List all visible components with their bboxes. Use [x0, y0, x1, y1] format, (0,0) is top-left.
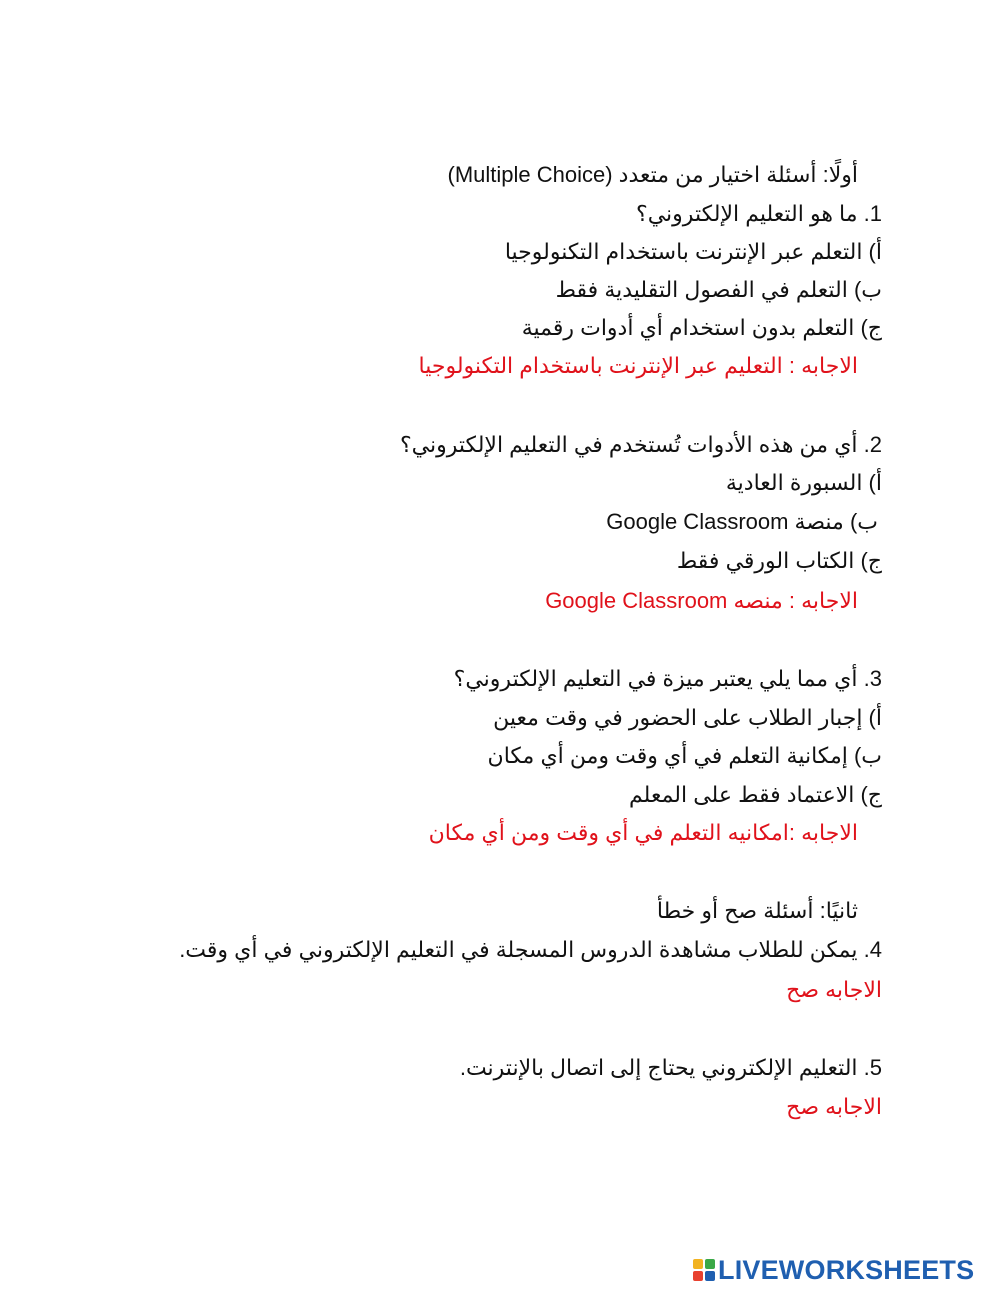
liveworksheets-logo-icon	[693, 1259, 715, 1281]
tf-section-heading: ثانيًا: أسئلة صح أو خطأ	[656, 898, 858, 923]
question-2-option-b: ب) منصة Google Classroom	[606, 509, 878, 534]
question-5-answer: الاجابه صح	[786, 1094, 882, 1119]
mcq-section-heading: أولًا: أسئلة اختيار من متعدد (Multiple Choice)	[447, 162, 858, 187]
question-4-answer: الاجابه صح	[786, 977, 882, 1002]
question-2-answer: الاجابه : منصه Google Classroom	[545, 588, 858, 613]
question-1-answer: الاجابه : التعليم عبر الإنترنت باستخدام التكنولوجيا	[418, 353, 858, 378]
question-1-option-a: أ) التعلم عبر الإنترنت باستخدام التكنولوجيا	[504, 239, 882, 264]
question-3: 3. أي مما يلي يعتبر ميزة في التعليم الإلكتروني؟	[453, 666, 882, 691]
question-1-option-c: ج) التعلم بدون استخدام أي أدوات رقمية	[521, 315, 882, 340]
logo-text: LIVEWORKSHEETS	[718, 1255, 975, 1285]
question-2: 2. أي من هذه الأدوات تُستخدم في التعليم الإلكتروني؟	[400, 432, 882, 457]
question-3-answer: الاجابه :امكانيه التعلم في أي وقت ومن أي مكان	[428, 820, 858, 845]
question-1-option-b: ب) التعلم في الفصول التقليدية فقط	[555, 277, 882, 302]
liveworksheets-logo[interactable]	[693, 1254, 993, 1286]
question-2-option-c: ج) الكتاب الورقي فقط	[676, 548, 882, 573]
question-4: 4. يمكن للطلاب مشاهدة الدروس المسجلة في التعليم الإلكتروني في أي وقت.	[179, 937, 882, 962]
question-2-option-a: أ) السبورة العادية	[725, 470, 882, 495]
question-3-option-a: أ) إجبار الطلاب على الحضور في وقت معين	[493, 705, 882, 730]
question-3-option-c: ج) الاعتماد فقط على المعلم	[629, 782, 882, 807]
question-1: 1. ما هو التعليم الإلكتروني؟	[636, 201, 882, 226]
question-3-option-b: ب) إمكانية التعلم في أي وقت ومن أي مكان	[487, 743, 882, 768]
question-5: 5. التعليم الإلكتروني يحتاج إلى اتصال بالإنترنت.	[459, 1055, 882, 1080]
